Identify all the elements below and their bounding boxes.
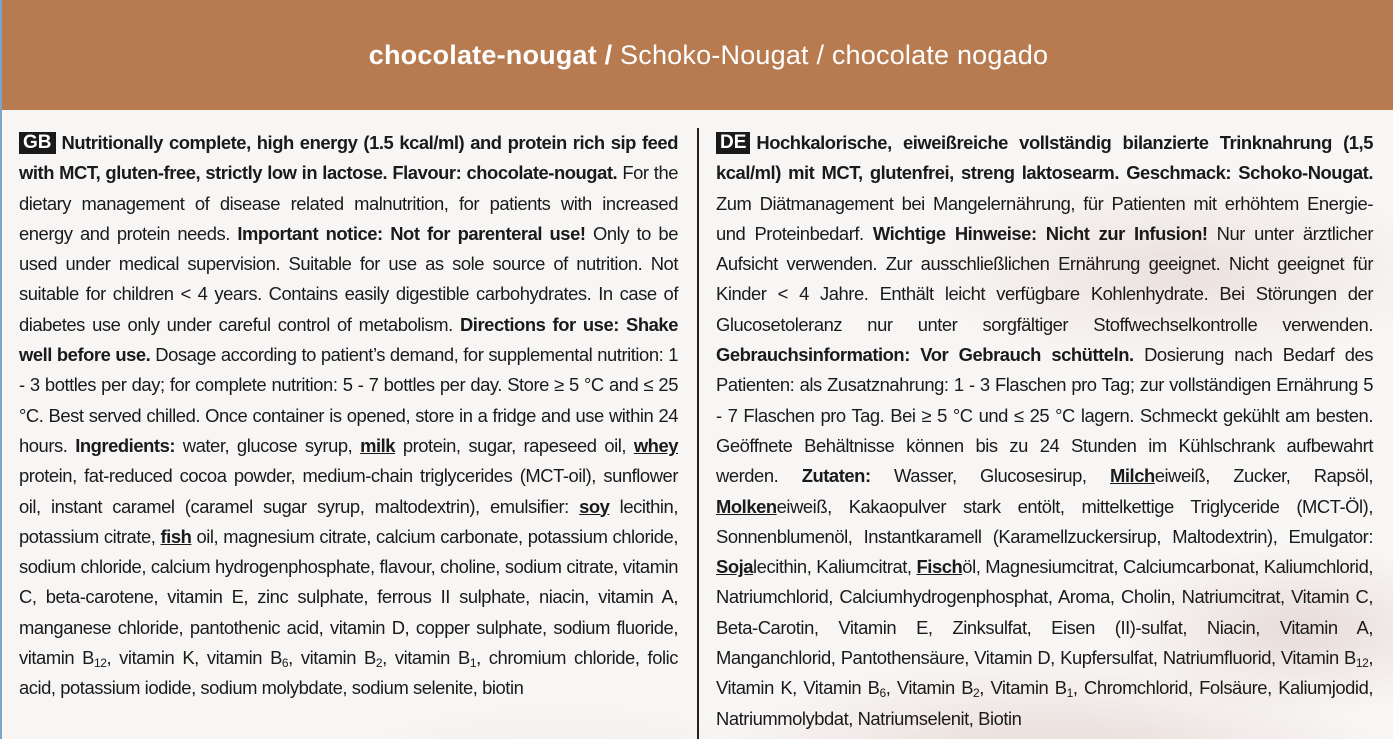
gb-ingredients-text: protein, fat-reduced cocoa powder, medium-chain triglycerides (MCT-oil), sunflower oil, instant caramel (caramel sugar syrup, maltodextrin), emulsifier: — [19, 465, 678, 517]
de-allergen-milk: Milch — [1110, 465, 1155, 487]
gb-ingredients-text: protein, sugar, rapeseed oil, — [395, 434, 634, 456]
de-ingredients-text: Wasser, Glucosesirup, — [870, 465, 1110, 487]
gb-allergen-fish: fish — [160, 525, 192, 547]
german-text-column — [716, 128, 1373, 734]
subscript: 6 — [281, 656, 289, 671]
subscript: 1 — [469, 656, 477, 671]
de-ingredients-label: Zutaten: — [801, 465, 871, 487]
de-directions: Gebrauchsinformation: Vor Gebrauch schütteln. — [716, 344, 1134, 366]
de-allergen-fish: Fisch — [916, 556, 963, 578]
gb-intro: Nutritionally complete, high energy (1.5 kcal/ml) and protein rich sip feed with MCT, gluten-free, strictly low in lactose. Flavour: chocolate-nougat. — [19, 132, 678, 184]
gb-ingredients-text: , vitamin K, vitamin B — [106, 647, 282, 669]
english-text-column — [19, 128, 678, 704]
de-ingredients-text: , Vitamin B — [979, 677, 1067, 699]
subscript: 12 — [1355, 656, 1369, 671]
de-intro: Hochkalorische, eiweißreiche vollständig bilanzierte Trinknahrung (1,5 kcal/ml) mit MCT, glutenfrei, streng laktosearm. Geschmack: Schoko-Nougat. — [716, 132, 1373, 184]
gb-ingredients-text: , chromium chloride, folic acid, potassium iodide, sodium molybdate, sodium selenite, biotin — [19, 647, 679, 699]
gb-allergen-whey: whey — [633, 434, 679, 456]
de-text: Dosierung nach Bedarf des Patienten: als Zusatznahrung: 1 - 3 Flaschen pro Tag; zur vollständigen Ernährung 5 - 7 Flaschen pro Tag. Bei ≥ 5 °C und ≤ 25 °C lagern. Schmeckt gekühlt am besten. Geöffnete Behältnisse können bis zu 24 Stunden im Kühlschrank aufbewahrt werden. — [716, 344, 1373, 487]
gb-text: Only to be used under medical supervision. Suitable for use as sole source of nutrition. Not suitable for children < 4 years. Contains easily digestible carbohydrates. In case of diabetes use only under careful control of metabolism. — [19, 222, 678, 335]
subscript: 2 — [973, 686, 980, 701]
de-important-notice: Wichtige Hinweise: Nicht zur Infusion! — [872, 222, 1208, 244]
flavour-title-de-pt: Schoko-Nougat / chocolate nogado — [612, 39, 1049, 70]
de-language-badge: DE — [716, 132, 750, 154]
gb-ingredients-text: oil, magnesium citrate, calcium carbonate, potassium chloride, sodium chloride, calcium hydrogenphosphate, flavour, choline, sodium citrate, vitamin C, beta-carotene, vitamin E, zinc sulphate, ferrous II sulphate, niacin, vitamin A, manganese chloride, pantothenic acid, vitamin D, copper sulphate, sodium fluoride, vitamin B — [19, 525, 678, 669]
gb-ingredients-text: , vitamin B — [288, 647, 376, 669]
gb-ingredients-label: Ingredients: — [75, 434, 176, 456]
gb-ingredients-text: water, glucose syrup, — [175, 434, 361, 456]
gb-important-notice: Important notice: Not for parenteral use! — [237, 222, 586, 244]
flavour-title — [345, 40, 1049, 71]
subscript: 6 — [879, 686, 886, 701]
de-ingredients-text: lecithin, Kaliumcitrat, — [753, 556, 917, 578]
de-ingredients-text: , Vitamin K, Vitamin B — [716, 647, 1373, 699]
de-allergen-soy: Soja — [716, 556, 754, 578]
de-ingredients-text: eiweiß, Kakaopulver stark entölt, mittelkettige Triglyceride (MCT-Öl), Sonnenblumenöl, Instantkaramell (Karamellzuckersirup, Maltodextrin), Emulgator: — [716, 495, 1373, 547]
de-ingredients-text: , Vitamin B — [885, 677, 974, 699]
left-edge-line — [0, 0, 2, 739]
header-banner — [0, 0, 1393, 110]
gb-allergen-milk: milk — [360, 434, 396, 456]
subscript: 1 — [1066, 686, 1073, 701]
de-allergen-whey: Molken — [716, 495, 777, 517]
de-text: Nur unter ärztlicher Aufsicht verwenden. Zur ausschließlichen Ernährung geeignet. Nicht geeignet für Kinder < 4 Jahre. Enthält leicht verfügbare Kohlenhydrate. Bei Störungen der Glucosetoleranz nur unter sorgfältiger Stoffwechselkontrolle verwenden. — [716, 222, 1373, 335]
gb-text: For the dietary management of disease related malnutrition, for patients with increased energy and protein needs. — [19, 162, 678, 244]
gb-text: Dosage according to patient’s demand, for supplemental nutrition: 1 - 3 bottles per day; for complete nutrition: 5 - 7 bottles per day. Store ≥ 5 °C and ≤ 25 °C. Best served chilled. Once container is opened, store in a fridge and use within 24 hours. — [19, 344, 678, 456]
subscript: 2 — [375, 656, 383, 671]
gb-directions: Directions for use: Shake well before use. — [19, 313, 678, 366]
de-ingredients-text: öl, Magnesiumcitrat, Calciumcarbonat, Kaliumchlorid, Natriumchlorid, Calciumhydrogenphosphat, Aroma, Cholin, Natriumcitrat, Vitamin C, Beta-Carotin, Vitamin E, Zinksulfat, Eisen (II)-sulfat, Niacin, Vitamin A, Manganchlorid, Pantothensäure, Vitamin D, Kupfersulfat, Natriumfluorid, Vitamin B — [716, 556, 1374, 669]
subscript: 12 — [94, 656, 107, 671]
gb-ingredients-text: lecithin, potassium citrate, — [19, 495, 678, 547]
gb-allergen-soy: soy — [579, 495, 610, 517]
flavour-title-en: chocolate-nougat / — [368, 39, 613, 70]
de-text: Zum Diätmanagement bei Mangelernährung, für Patienten mit erhöhtem Energie- und Proteinbedarf. — [716, 192, 1373, 244]
de-ingredients-text: eiweiß, Zucker, Rapsöl, — [1154, 465, 1374, 487]
column-divider — [697, 128, 699, 739]
gb-language-badge: GB — [19, 132, 56, 154]
gb-ingredients-text: , vitamin B — [382, 647, 470, 669]
de-ingredients-text: , Chromchlorid, Folsäure, Kaliumjodid, Natriummolybdat, Natriumselenit, Biotin — [716, 677, 1374, 729]
